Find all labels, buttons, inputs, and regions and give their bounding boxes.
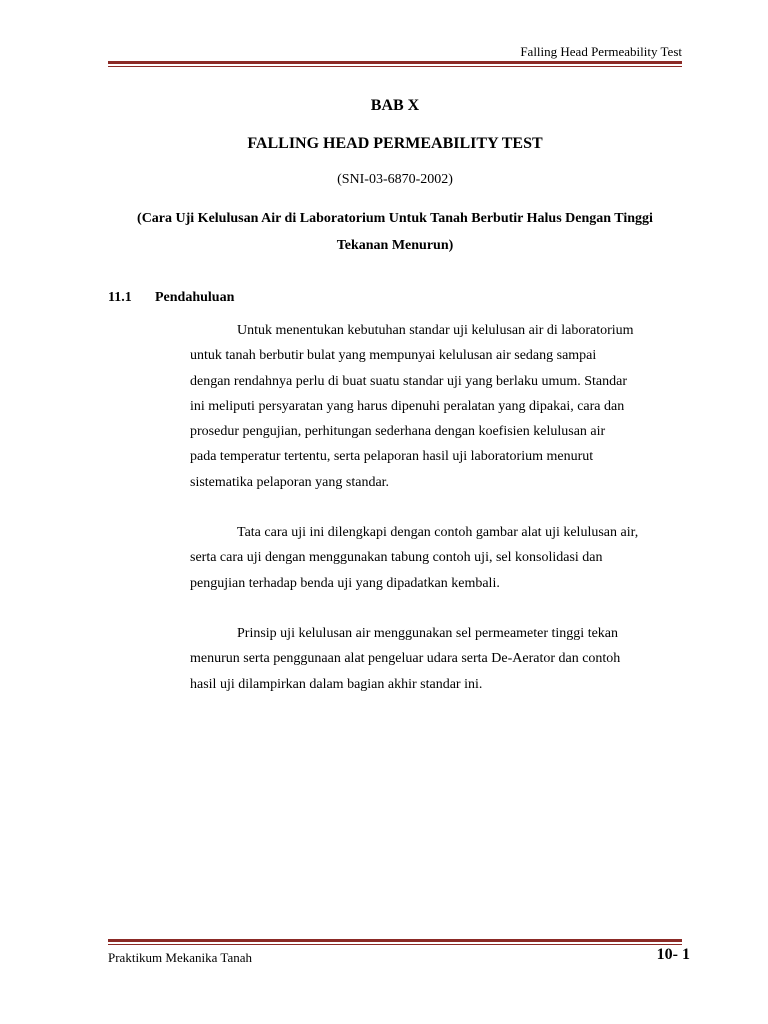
standard-code: (SNI-03-6870-2002) [337,172,453,187]
footer-rule-thick [108,939,682,942]
document-title: FALLING HEAD PERMEABILITY TEST [247,135,543,152]
section-title: Pendahuluan [155,290,235,305]
section-heading [108,290,234,306]
document-subtitle [108,205,682,259]
paragraph-line: pada temperatur tertentu, serta pelaporan hasil uji laboratorium menurut [190,449,594,465]
paragraph-line: Prinsip uji kelulusan air menggunakan sel permeameter tinggi tekan [237,626,619,641]
paragraph-line: prosedur pengujian, perhitungan sederhana dengan koefisien kelulusan air [190,424,606,440]
paragraph [190,520,690,596]
paragraph-line: dengan rendahnya perlu di buat suatu standar uji yang berlaku umum. Standar [190,373,627,389]
paragraph-line: serta cara uji dengan menggunakan tabung contoh uji, sel konsolidasi dan [190,550,603,566]
paragraph [190,621,690,697]
subtitle-line: (Cara Uji Kelulusan Air di Laboratorium Untuk Tanah Berbutir Halus Dengan Tinggi [137,211,653,226]
paragraph-line: hasil uji dilampirkan dalam bagian akhir standar ini. [190,676,483,692]
paragraph-line: pengujian terhadap benda uji yang dipadatkan kembali. [190,575,500,591]
paragraph-line: menurun serta penggunaan alat pengeluar udara serta De-Aerator dan contoh [190,651,621,667]
footer-rule [108,939,682,945]
paragraph-line: sistematika pelaporan yang standar. [190,474,390,490]
paragraph [190,318,690,495]
header-rule-thick [108,61,682,64]
footer-rule-thin [108,944,682,945]
header-rule-thin [108,66,682,67]
chapter-heading: BAB X [370,97,420,114]
header-rule [108,61,682,67]
subtitle-line: Tekanan Menurun) [336,238,454,253]
paragraph-line: Tata cara uji ini dilengkapi dengan contoh gambar alat uji kelulusan air, [237,525,639,540]
paragraph-line: Untuk menentukan kebutuhan standar uji kelulusan air di laboratorium [237,323,634,338]
page-number: 10- 1 [656,946,690,963]
paragraph-line: ini meliputi persyaratan yang harus dipenuhi peralatan yang dipakai, cara dan [190,398,625,414]
running-header-title: Falling Head Permeability Test [520,44,682,59]
section-number: 11.1 [108,290,132,305]
footer-course-name: Praktikum Mekanika Tanah [108,950,252,965]
paragraph-line: untuk tanah berbutir bulat yang mempunyai kelulusan air sedang sampai [190,348,597,364]
